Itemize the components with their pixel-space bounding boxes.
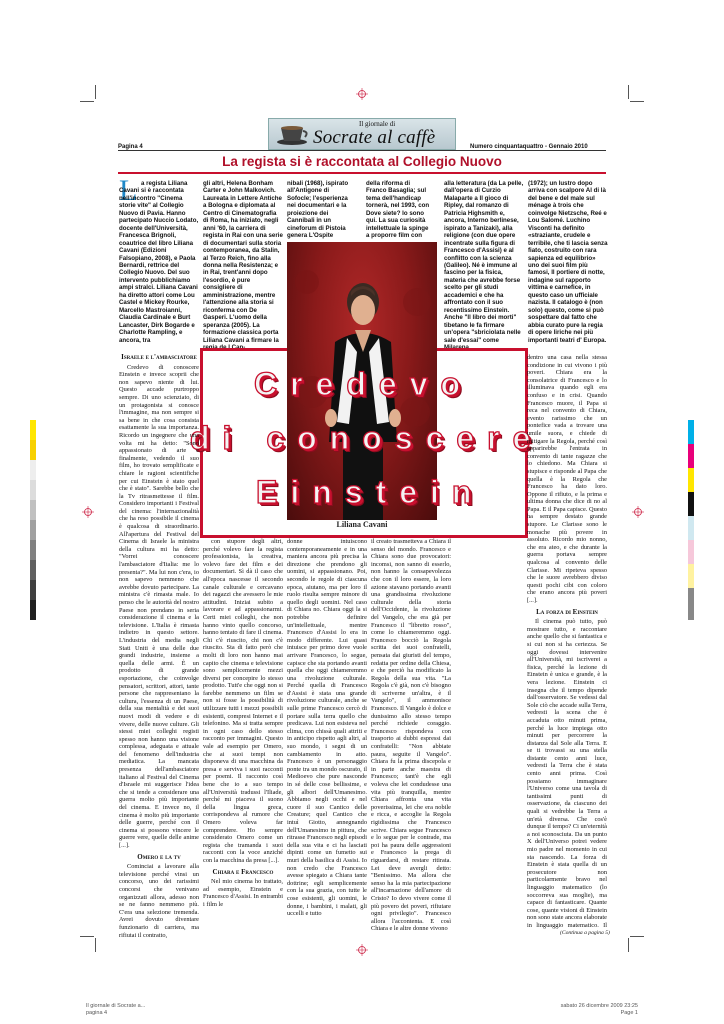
registration-mark-icon [356,88,368,100]
masthead-big-title: Socrate al caffè [313,127,436,148]
registration-mark-icon [82,506,94,518]
registration-mark-icon [632,506,644,518]
masthead-small-title: Il giornale di [359,120,396,128]
body-text: Il cinema può tutto, può mostrare tutto, e raccontare anche quello che si fantastica e si cui non si ha certezza. Se oggi dovessi intervenire all'Università, mi iscriverei a fisica, perché la lezione di Einstein è unica e grande, è la vera lezione. Einstein ci insegna che il tempo dipende dall'osservatore. Se vedessi dal Sole ciò che accade sulla Terra, vedresti la scena che è accaduta otto minuti prima, perché la luce impiega otto minuti per percorrere la distanza dal Sole alla Terra. E se ti trovassi su una stella distante cento anni luce, vedresti la Terra che è stata cento anni prima. Così possiamo immaginare l'Universo come una tavola di tantissimi punti di osservazione, da ciascuno dei quali si vedrebbe la Terra a un'età diversa. Che cos'è dunque il tempo? Ci un'eternità a noi sconosciuta. Da un punto X dell'Universo potrei vedere mio padre nel momento in cui sta nascendo. La forza di Einstein è stata quella di un prosecutore non particolarmente bravo nel linguaggio matematico (lo soccorreva sua moglie), ma capace di fantasticare. Quante cose, quante visioni di Einstein non sono state ancora elaborate in linguaggio matematico. Il [527,618,607,929]
headline: La regista si è raccontata al Collegio Nuovo [222,154,502,169]
body-text: donne intuiscono contemporaneamente e in una maniera ancora più precisa la direzione che prendono gli uomini, si appassionano. Poi, secondo le regole di ciascuna epoca, aiutano, ma per loro il ruolo risulta sempre minore di quello degli uomini. Nel caso di Chiara no. Chiara oggi la si potrebbe definire un'intellettuale, mentre Francesco d'Assisi lo era in modo differente. Lui quasi intuisce per primo dove vuole arrivare Francesco, lo segue, capisce che sta portando avanti quella che oggi chiameremmo una rivoluzione culturale. Perché quella di Francesco d'Assisi è stata una grande rivoluzione culturale, anche se sulle prime Francesco cercò di portare sulla terra quello che predicava. Lui non esisteva nel clima, con chissà quali attriti e in anticipo rispetto agli altri, al suo mondo, i segni di un cambiamento in atto. Francesco è un personaggio ponte tra un mondo oscurato, il Medioevo che pure nasconde in sé delle cose bellissime, e gli albori dell'Umanesimo. Abbiamo negli occhi e nel cuore il suo Cantico delle Creature; quel Cantico che intuì Giotto, annegnando dell'Umanesimo in pittura, che ritrasse Francesco negli episodi della sua vita e ci ha lasciati dipinti come un fumetto sui muri della basilica di Assisi. Io non credo che Francesco avesse spiegato a Chiara tante dottrine; egli semplicemente con la sua grazia, con tutte le cose esistenti, gli uomini, le donne, i bambini, i malati, gli uccelli e tutto [287,538,367,918]
section-heading: Chiara e Francesco [212,867,274,876]
crop-mark [628,938,629,952]
body-text: Nel mio cinema ho trattato, ad esempio, Einstein e Francesco d'Assisi. In entrambi i film le [203,878,283,908]
section-heading: Omero e la tv [137,852,181,861]
footer-left [86,1003,145,1016]
body-text: Credevo di conoscere Einstein e invece scoprii che non sapevo niente di lui. Questo accade purtroppo sempre. Di uno scienziato, di un protagonista si conosce l'immagine, ma non sempre si sa bene in che cosa consista esattamente la sua importanza. Ricordo un ingegnere che una volta mi ha detto: "Sono appassionato di arte e finalmente, vedendo il suo film, ho trovato semplificate e chiare le ragioni scientifiche per cui Einstein è stato quel che è stato". Sarebbe bello che la Tv ritrasmettesse il film. Considero importanti i Festival del cinema: l'internazionalità che ha reso possibile il cinema è qualcosa di straordinario. All'apertura del Festival del Cinema di Israele la ministra della cultura mi ha detto: "Vorrei conoscere l'ambasciatore d'Italia: me lo presenta?". Ma lui non c'era, io non sapevo nemmeno che avrebbe dovuto partecipare. La ministra c'è rimasta male. Io penso che le autorità del nostro Paese non prendano in seria considerazione il cinema e la televisione. L'Italia è rimasta indietro in questo settore. L'industria del media negli Stati Uniti è una delle due grandi industrie, insieme a quella delle armi. È un prodotto di grande esportazione, che coinvolge pensatori, scrittori, attori, tante persone che rappresentano la cultura, l'essenza di un Paese, della sua mentalità e dei suoi nuovi modi di vedere e di vivere, delle nuove culture. Gli stessi miei colleghi registi spesso non hanno una visione complessa, adeguata e attuale del fenomeno dell'industria mediatica. La mancata presenza dell'ambasciatore italiano al Festival del Cinema d'Israele mi suggerisce l'idea che si tende a considerare una guerra molto più importante del cinema. E invece no, il cinema è molto più importante delle guerre, perché con il cinema si possono vincere le guerre vere, quelle delle anime [...]. [119,363,199,849]
masthead [268,118,456,150]
crop-mark [80,936,94,937]
footer-file: Il giornale di Socrate a... [86,1003,146,1009]
color-bar [688,420,694,620]
masthead-rule [118,150,606,151]
pull-quote-line-2: di conoscere [190,420,544,456]
intro-column-6: (1972); un lustro dopo arriva con scalpore Al di là del bene e del male sul ménage à trois che coinvolge Nietzsche, Reé e Lou Salomé. Luchino Visconti ha definito «straziante, crudele e terribile, che ti lascia senza fiato, costruito con rara sapienza ed equilibrio» uno dei suoi film più famosi, Il portiere di notte, indagine sul rapporto vittima e carnefice, in questo caso un ufficiale nazista. Il catalogo è (non solo) questo, come si può sospettare dal fatto che abbia curato pure la regia di opere liriche nei più importanti teatri d' Europa. [528,180,608,344]
coffee-cup-icon [275,124,309,146]
intro-column-2: gli altri, Helena Bonham Carter e John Malkovich. Laureata in Lettere Antiche a Bologna e diplomata al Centro di Cinematografia di Roma, ha iniziato, negli anni '60, la carriera di regista in Rai con una serie di documentari sulla storia contemporanea, da Stalin, al Terzo Reich, fino alla donna nella Resistenza; e in Rai, trent'anni dopo l'esordio, è pure consigliere di amministrazione, mentre l'attenzione alla storia si riconferma con De Gasperi. L'uomo della speranza (2005). La formazione classica porta Liliana Cavani a firmare la [203,180,283,344]
registration-mark-icon [356,944,368,956]
footer-page-number: Page 1 [620,1009,638,1016]
crop-mark [628,85,629,99]
body-column-3 [287,538,367,938]
headline-rule [118,172,606,174]
body-column-5 [527,354,607,930]
body-text: con stupore degli altri, perché volevo fare la regista professionista, la creativa, volevo fare dei film e dei documentari. Sì dà il caso che all'epoca nascesse il secondo canale culturale e cercavano dei ragazzi che avessero le mie attitudini. Iniziai subito a lavorare e ad appassionarmi. Certi miei colleghi, che non hanno vinto quello concorso, hanno tentato di fare il cinema. Chi c'è riuscito, chi non c'è riuscito. Sta di fatto però che molti di loro non hanno mai capito che cinema e televisione sono semplicemente mezzi diversi per concepire lo stesso prodotto. Tutt'e che oggi non si farebbe nemmeno un film se non si fosse la possibilità di utilizzare tutti i mezzi possibili esistenti, compresi Internet e il telefonino. Ma si tratta sempre in ogni caso dello stesso racconto per immagini. Questo vale ad esempio per Omero, che ai suoi tempi non disponeva di una macchina da presa e serviva i suoi racconti per poemi. Il racconto così bene che io a suo tempo all'Università tradussi l'Iliade, perché mi piaceva il suono della lingua greca, corrispondeva al rumore che Omero voleva far comprendere. Ho sempre considerato Omero come un regista che tramanda i suoi racconti con la voce anziché con la macchina da presa [...]. [203,538,283,864]
intro-column-5: alla letteratura (da La pelle, dall'opera di Curzio Malaparte a Il gioco di Ripley, dal romanzo di Patricia Highsmith e, ancora, Interno berlinese, ispirato a Tanizaki), alla religione (con due opere incentrate sulla figura di Francesco d'Assisi) e al conflitto con la scienza (Galileo). Né è immune al fascino per la fisica, materia che avrebbe forse scelto per gli studi accademici e che ha affrontato con il suo recentissimo Einstein. Anche "Il libro dei morti" tibetano le fa firmare un'opera "sbriciolata nelle sale d'essai" come [444,180,524,344]
body-text: Cominciai a lavorare alla televisione perché vinsi un concorso, uno dei rarissimi concorsi che venivano organizzati allora, adesso non se ne fanno nemmeno più. C'era una selezione tremenda. Avrei dovuto diventare funzionario di carriera, ma rifiutai il contratto, [119,863,199,938]
body-column-1 [119,354,199,938]
body-column-4 [371,538,451,938]
photo-caption: Liliana Cavani [336,520,388,529]
crop-mark [80,101,94,102]
body-text: il creato trasmetteva a Chiara il senso del mondo. Francesco e Chiara sono due provocatori: incomsi, non sanno di esserlo, non hanno la consapevolezza che con il loro essere, la loro azione stavano portando avanti una grandissima rivoluzione culturale della storia dell'Occidente, la rivoluzione del Vangelo, che era già per Francesco il "libretto rosso", come lo chiameremmo oggi. Francesco bocciò la Regola scritta dei suoi confratelli, pensata dai giuristi del tempo, redatta per ordine della Chiesa, e che perciò ha modificato la Regola della sua vita. "La Regola c'è già, non c'è bisogno di scriverne un'altra, è il Vangelo", il ammonisce Francesco. Il Vangelo è dolce e dunissimo allo stesso tempo perché richiede coraggio. Francesco rispondeva con trasporto ai dubbi espressi dai confratelli: "Non abbiate paura, seguite il Vangelo". Chiara fu la prima discepola e in parte anche maestra di Francesco; tant'è che egli voleva che lei condudesse una vita più tranquilla, mentre Chiara affronta una vita poverissima, lei che era nobile e ricca, e accoglie la Regola rigidissima che Francesco scrive. Chiara segue Francesco e lo segue per le contrade, ma poi ha paura delle aggressioni e Francesco la prega di riguardarsi, di restare ritirata. Lei deve avergli detto: "Benissimo. Ma allora che senso ha la mia partecipazione all'incarnazione dell'amore di Cristo? Io devo vivere come il più povero dei poveri, rifiutare ogni privilegio". Francesco allora l'accontenta. E così Chiara e le altre donne vivono [371,538,451,933]
intro-column-4: della riforma di Franco Basaglia; sul tema dell'handicap tornerà, nel 1993, con Dove siete? Io sono qui. La sua curiosità intellettuale la spinge a proporre film con [366,180,430,240]
page-label: Pagina 4 [118,144,143,150]
section-heading: Israele e l'ambasciatore [121,354,197,361]
drop-cap: L [119,174,138,207]
footer-date: sabato 26 dicembre 2009 23:25 [560,1003,638,1009]
crop-mark [630,936,644,937]
footer-right [560,1003,638,1016]
footer-page: pagina 4 [86,1009,108,1016]
crop-mark [630,101,644,102]
continued-note: (Continua a pagina 5) [560,930,610,936]
body-text: dentro una casa nella stessa condizione in cui vivono i più poveri. Chiara era la consolatrice di Francesco e lo illuminava quando egli era confuso e in crisi. Quando Francesco muore, il Papa si reca nel convento di Chiara, evento rarissimo che un pontefice vada a trovare una umile suora, e chiede di mitigare la Regola, perché così apparirebbe l'entrata in convento di tante ragazze che lo chiedono. Ma Chiara si stupisce e risponde al Papa che quella è la Regola che Francesco ha dato loro. Oppone il rifiuto, e la prima e ultima donna che dice di no al Papa. E il Papa capisce. Questo ha sempre destato grande stupore. Le Clarisse sono le monache più povere in assoluto. Ricordo mio nonno, che era ateo, e che durante la guerra portava sempre qualcosa al convento delle Clarisse. Mi ripeteva spesso che le suore avrebbero diviso questi pochi cibi con coloro che erano ancora più poveri [...]. [527,354,607,604]
section-heading: La forza di Einstein [536,607,598,616]
pull-quote-line-1: Credevo [254,366,474,402]
intro-column-1: a regista Liliana Cavani si è raccontata nell'incontro "Cinema storie vite" al Collegio Nuovo di Pavia. Hanno partecipato Nuccio Lodato, docente dell'Università, Francesca Brignoli, coautrice del libro Liliana Cavani (Edizioni Falsopiano, 2008), e Paola Bernardi, rettrice del Collegio Nuovo. Del suo intervento pubblichiamo ampi stralci. Liliana Cavani ha diretto attori come Lou Castel e Mickey Rourke, Marcello Mastroianni, Claudia Cardinale e Burt Lancaster, Dirk Bogarde e Charlotte Rampling, e ancora, tra [119,180,199,344]
crop-mark [95,938,96,952]
crop-mark [95,85,96,99]
body-column-2 [203,538,283,938]
issue-label: Numero cinquantaquattro - Gennaio 2010 [470,144,588,150]
color-bar [30,420,36,620]
intro-column-3: nibali (1968), ispirato all'Antigone di Sofocle; l'esperienza nei documentari e la proiezione dei Cannibali in un cineforum di Pistoia genera L'Ospite [287,180,349,240]
pull-quote-line-3: Einstein [256,474,485,510]
